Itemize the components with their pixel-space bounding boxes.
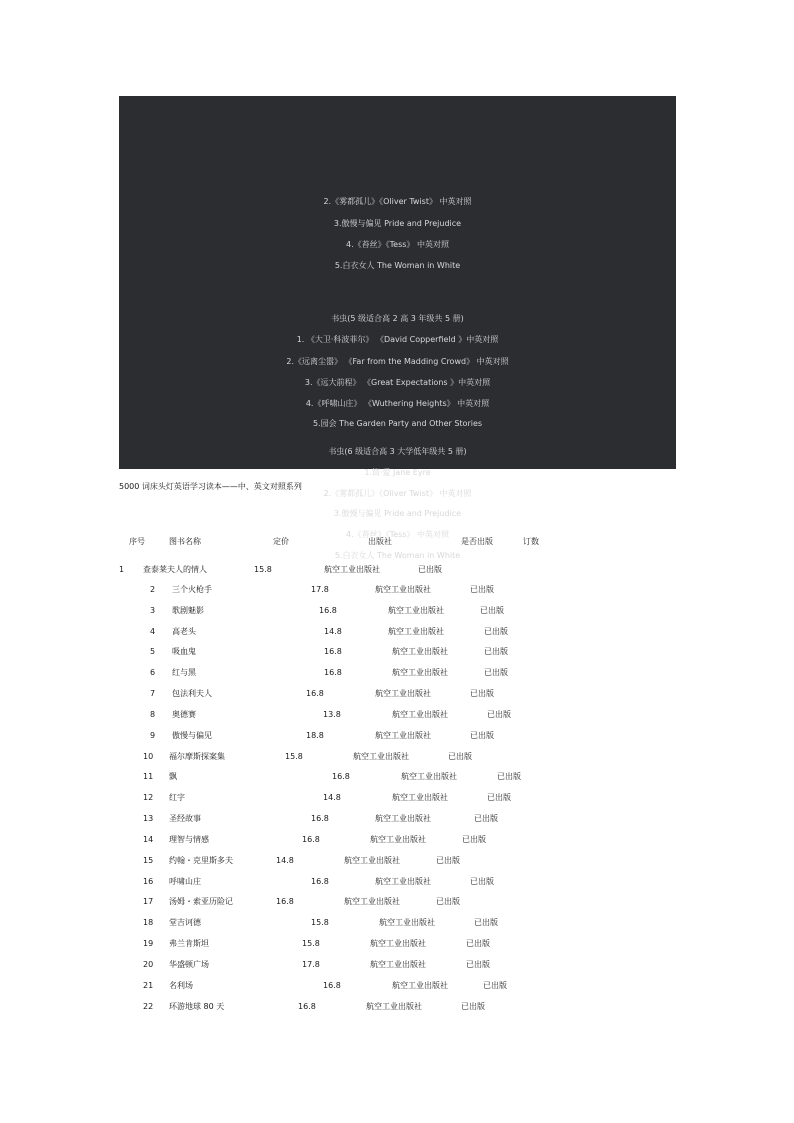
series-line: 1.简·爱 Jane Eyre	[364, 468, 431, 477]
book-publisher: 航空工业出版社	[388, 606, 444, 615]
book-title: 弗兰肯斯坦	[169, 939, 209, 948]
book-title: 高老头	[172, 627, 196, 636]
book-price: 17.8	[311, 585, 329, 594]
book-price: 16.8	[323, 981, 341, 990]
series-line: 5.园会 The Garden Party and Other Stories	[312, 419, 483, 428]
book-publisher: 航空工业出版社	[375, 814, 431, 823]
publish-status: 已出版	[474, 918, 498, 927]
book-title: 名利场	[169, 981, 193, 990]
book-publisher: 航空工业出版社	[392, 793, 448, 802]
book-title: 包法利夫人	[172, 689, 212, 698]
publish-status: 已出版	[470, 585, 494, 594]
book-publisher: 航空工业出版社	[375, 731, 431, 740]
row-number: 5	[150, 647, 156, 656]
book-title: 查泰莱夫人的情人	[143, 565, 207, 574]
book-publisher: 航空工业出版社	[370, 960, 426, 969]
book-title: 三个火枪手	[172, 585, 212, 594]
series-line: 3.傲慢与偏见 Pride and Prejudice	[333, 219, 462, 228]
publish-status: 已出版	[484, 668, 508, 677]
book-publisher: 航空工业出版社	[344, 897, 400, 906]
book-title: 汤姆・索亚历险记	[169, 897, 233, 906]
book-price: 16.8	[302, 835, 320, 844]
publish-status: 已出版	[418, 565, 442, 574]
book-price: 14.8	[323, 793, 341, 802]
publish-status: 已出版	[436, 897, 460, 906]
publish-status: 已出版	[474, 814, 498, 823]
row-number: 1	[119, 565, 125, 574]
row-number: 7	[150, 689, 156, 698]
publish-status: 已出版	[470, 689, 494, 698]
book-price: 13.8	[323, 710, 341, 719]
publish-status: 已出版	[461, 1002, 485, 1011]
book-publisher: 航空工业出版社	[392, 710, 448, 719]
row-number: 3	[150, 606, 156, 615]
book-price: 16.8	[276, 897, 294, 906]
book-publisher: 航空工业出版社	[353, 752, 409, 761]
row-number: 17	[143, 897, 154, 906]
book-price: 16.8	[324, 668, 342, 677]
book-publisher: 航空工业出版社	[370, 939, 426, 948]
header-no: 序号	[129, 537, 145, 546]
book-publisher: 航空工业出版社	[366, 1002, 422, 1011]
publish-status: 已出版	[466, 939, 490, 948]
series-line: 5.白衣女人 The Woman in White	[334, 261, 461, 270]
book-title: 福尔摩斯探案集	[169, 752, 225, 761]
book-title: 奥德赛	[172, 710, 196, 719]
row-number: 19	[143, 939, 154, 948]
book-price: 15.8	[254, 565, 272, 574]
book-title: 堂吉诃德	[169, 918, 201, 927]
row-number: 21	[143, 981, 154, 990]
series-heading: 书虫(5 级适合高 2 高 3 年级共 5 册)	[331, 314, 464, 323]
series-line: 4.《苔丝》《Tess》 中英对照	[346, 530, 449, 539]
header-title: 图书名称	[169, 537, 201, 546]
series-line: 4.《苔丝》《Tess》 中英对照	[346, 240, 449, 249]
book-publisher: 航空工业出版社	[392, 981, 448, 990]
book-price: 15.8	[302, 939, 320, 948]
publish-status: 已出版	[466, 960, 490, 969]
header-orders: 订数	[523, 537, 539, 546]
book-title: 呼啸山庄	[169, 877, 201, 886]
row-number: 13	[143, 814, 154, 823]
book-price: 16.8	[298, 1002, 316, 1011]
series-heading: 书虫(6 级适合高 3 大学低年级共 5 册)	[328, 447, 467, 456]
row-number: 20	[143, 960, 154, 969]
book-title: 傲慢与偏见	[172, 731, 212, 740]
book-title: 吸血鬼	[172, 647, 196, 656]
book-title: 圣经故事	[169, 814, 201, 823]
publish-status: 已出版	[448, 752, 472, 761]
book-publisher: 航空工业出版社	[324, 565, 380, 574]
series-line: 3.《远大前程》 《Great Expectations 》中英对照	[304, 378, 491, 387]
publish-status: 已出版	[436, 856, 460, 865]
book-price: 17.8	[302, 960, 320, 969]
series-line: 2.《雾都孤儿》《Oliver Twist》 中英对照	[323, 489, 472, 498]
publish-status: 已出版	[487, 710, 511, 719]
book-price: 16.8	[332, 772, 350, 781]
series-line: 2.《雾都孤儿》《Oliver Twist》 中英对照	[323, 197, 472, 206]
publish-status: 已出版	[497, 772, 521, 781]
book-price: 16.8	[306, 689, 324, 698]
series-line: 1. 《大卫·科波菲尔》 《David Copperfield 》中英对照	[296, 335, 499, 344]
book-publisher: 航空工业出版社	[392, 647, 448, 656]
publish-status: 已出版	[483, 981, 507, 990]
book-title: 华盛顿广场	[169, 960, 209, 969]
publish-status: 已出版	[484, 647, 508, 656]
book-publisher: 航空工业出版社	[392, 668, 448, 677]
publish-status: 已出版	[484, 627, 508, 636]
book-price: 16.8	[319, 606, 337, 615]
row-number: 6	[150, 668, 156, 677]
row-number: 14	[143, 835, 154, 844]
row-number: 18	[143, 918, 154, 927]
header-status: 是否出版	[461, 537, 493, 546]
publish-status: 已出版	[462, 835, 486, 844]
row-number: 8	[150, 710, 156, 719]
book-price: 14.8	[324, 627, 342, 636]
row-number: 4	[150, 627, 156, 636]
row-number: 9	[150, 731, 156, 740]
book-price: 18.8	[306, 731, 324, 740]
row-number: 12	[143, 793, 154, 802]
series-line: 3.傲慢与偏见 Pride and Prejudice	[333, 509, 462, 518]
row-number: 15	[143, 856, 154, 865]
book-title: 红与黑	[172, 668, 196, 677]
book-publisher: 航空工业出版社	[388, 627, 444, 636]
book-title: 歌剧魅影	[172, 606, 204, 615]
series-line: 4.《呼啸山庄》 《Wuthering Heights》 中英对照	[305, 399, 490, 408]
book-publisher: 航空工业出版社	[344, 856, 400, 865]
series-line: 2.《远离尘嚣》 《Far from the Madding Crowd》 中英对照	[286, 357, 509, 366]
book-price: 16.8	[311, 877, 329, 886]
publish-status: 已出版	[470, 877, 494, 886]
row-number: 16	[143, 877, 154, 886]
book-publisher: 航空工业出版社	[375, 689, 431, 698]
book-publisher: 航空工业出版社	[375, 585, 431, 594]
book-price: 15.8	[311, 918, 329, 927]
book-price: 14.8	[276, 856, 294, 865]
table-caption: 5000 词床头灯英语学习读本——中、英文对照系列	[119, 482, 302, 491]
book-title: 约翰・克里斯多夫	[169, 856, 233, 865]
book-price: 16.8	[311, 814, 329, 823]
row-number: 11	[143, 772, 154, 781]
book-publisher: 航空工业出版社	[375, 877, 431, 886]
book-publisher: 航空工业出版社	[379, 918, 435, 927]
publish-status: 已出版	[487, 793, 511, 802]
header-price: 定价	[273, 537, 289, 546]
book-price: 16.8	[324, 647, 342, 656]
book-title: 红字	[169, 793, 185, 802]
publish-status: 已出版	[480, 606, 504, 615]
header-publisher: 出版社	[368, 537, 392, 546]
publish-status: 已出版	[470, 731, 494, 740]
book-publisher: 航空工业出版社	[370, 835, 426, 844]
book-title: 飘	[169, 772, 177, 781]
row-number: 10	[143, 752, 154, 761]
series-line: 5.白衣女人 The Woman in White	[334, 551, 461, 560]
book-title: 理智与情感	[169, 835, 209, 844]
book-title: 环游地球 80 天	[169, 1002, 225, 1011]
book-price: 15.8	[285, 752, 303, 761]
book-publisher: 航空工业出版社	[401, 772, 457, 781]
row-number: 2	[150, 585, 156, 594]
row-number: 22	[143, 1002, 154, 1011]
